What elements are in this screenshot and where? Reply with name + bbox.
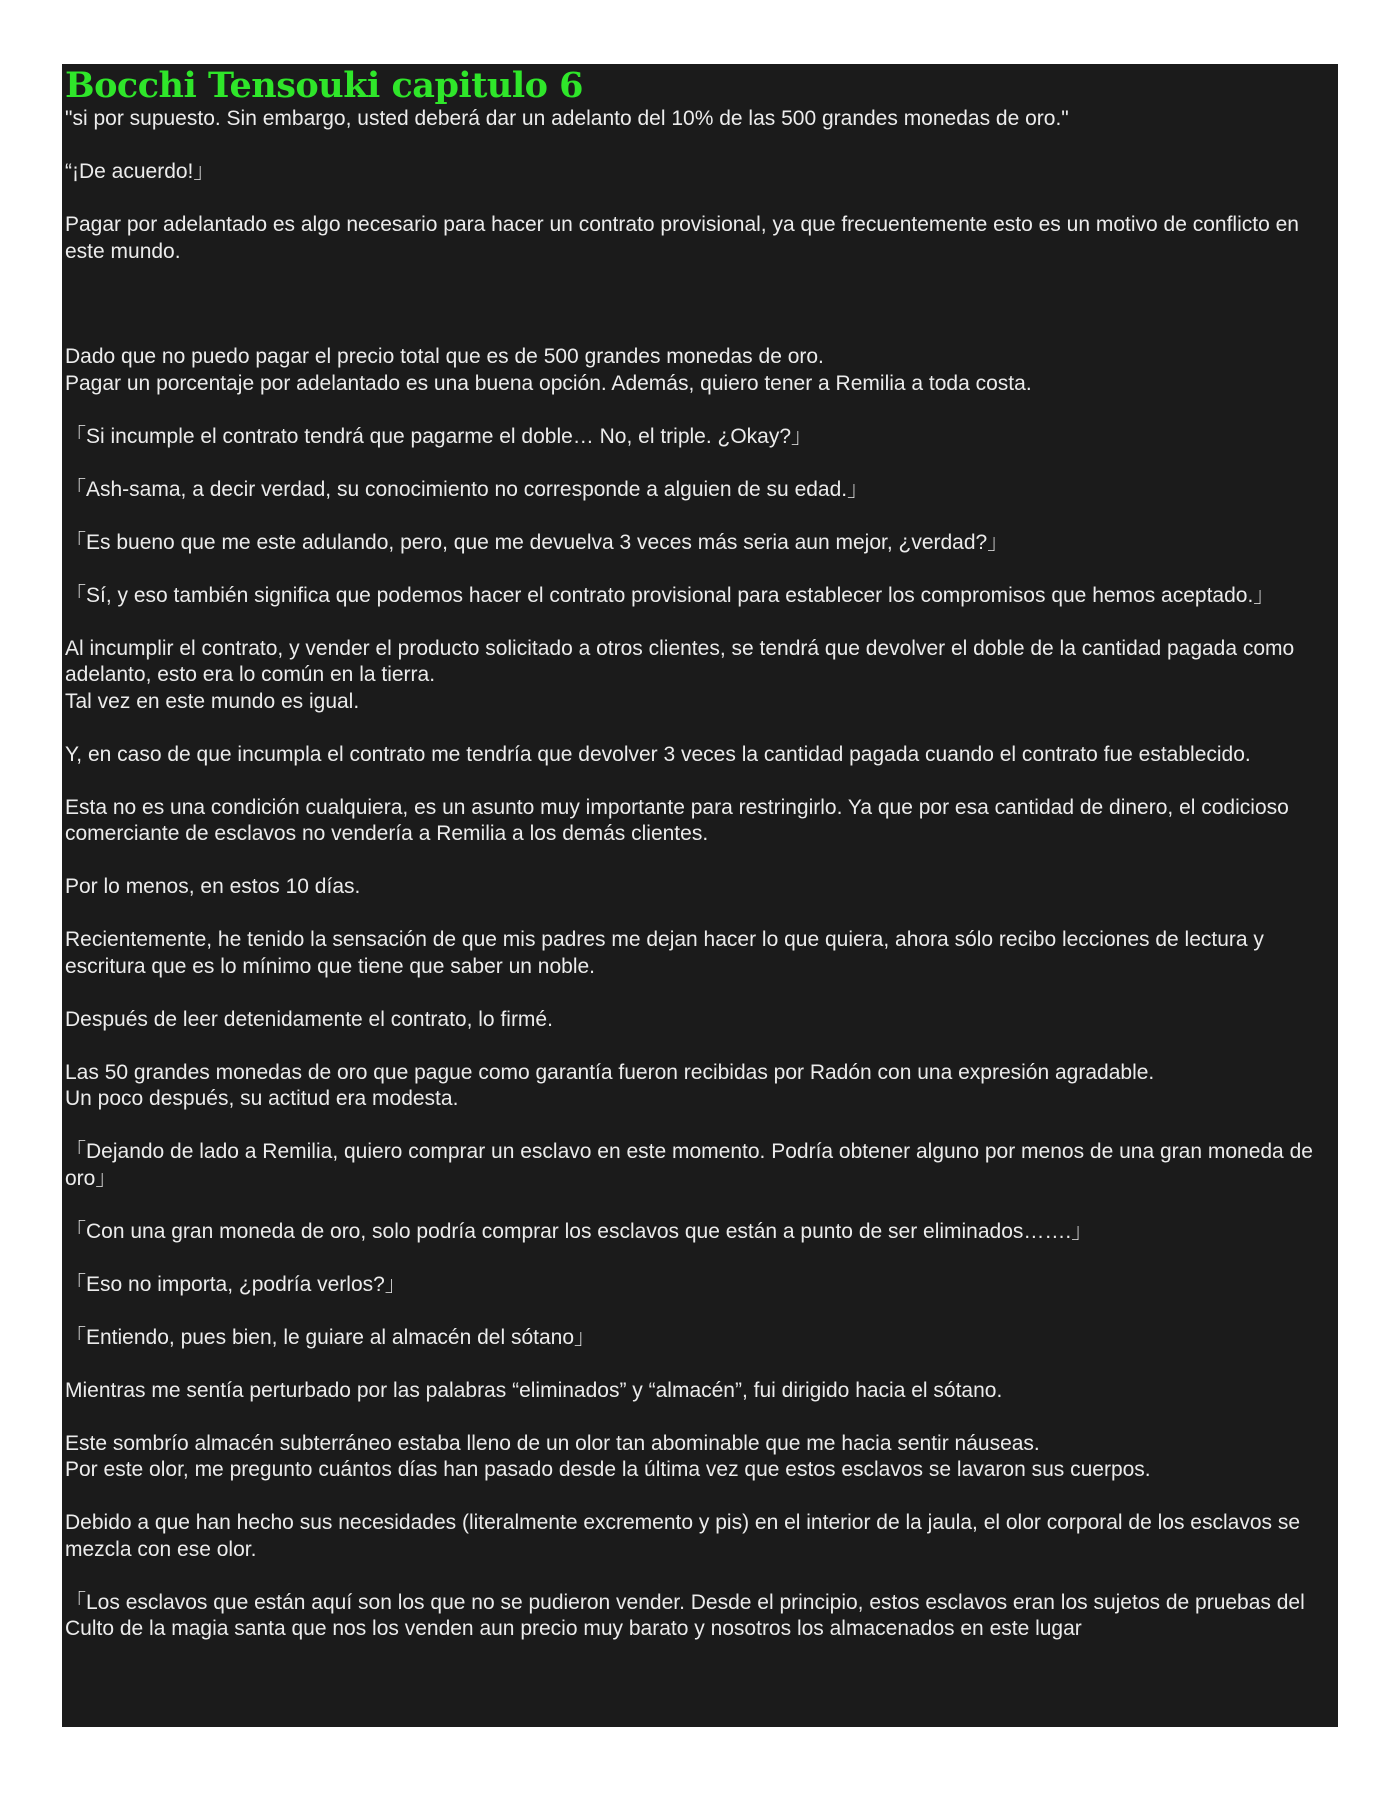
dialogue-line: 「Ash-sama, a decir verdad, su conocimiento no corresponde a alguien de su edad.」 bbox=[65, 477, 869, 501]
dialogue-line: 「Sí, y eso también significa que podemos hacer el contrato provisional para establecer los compromisos que hemos aceptado.」 bbox=[65, 583, 1275, 607]
paragraph: Este sombrío almacén subterráneo estaba lleno de un olor tan abominable que me hacia sentir náuseas. Por este olor, me pregunto cuántos días han pasado desde la última vez que estos esclavos se lavaron sus cuerpos. bbox=[65, 1431, 1151, 1481]
dialogue-line: 「Si incumple el contrato tendrá que pagarme el doble… No, el triple. ¿Okay?」 bbox=[65, 424, 813, 448]
dialogue-line: 「Es bueno que me este adulando, pero, que me devuelva 3 veces más seria aun mejor, ¿verdad?」 bbox=[65, 530, 1009, 554]
paragraph: Por lo menos, en estos 10 días. bbox=[65, 875, 361, 898]
paragraph: Al incumplir el contrato, y vender el producto solicitado a otros clientes, se tendrá que devolver el doble de la cantidad pagada como adelanto, esto era lo común en la tierra. Tal vez en este mundo es igual. bbox=[65, 636, 1295, 713]
paragraph: Después de leer detenidamente el contrato, lo firmé. bbox=[65, 1007, 553, 1031]
paragraph: “¡De acuerdo!」 bbox=[65, 160, 215, 183]
paragraph: Las 50 grandes monedas de oro que pague como garantía fueron recibidas por Radón con una expresión agradable. Un poco después, su actitud era modesta. bbox=[65, 1060, 1155, 1110]
paragraph: Recientemente, he tenido la sensación de que mis padres me dejan hacer lo que quiera, ahora sólo recibo lecciones de lectura y escritura que es lo mínimo que tiene que saber un noble. bbox=[65, 928, 1270, 978]
paragraph: Dado que no puedo pagar el precio total que es de 500 grandes monedas de oro. Pagar un porcentaje por adelantado es una buena opción. Además, quiero tener a Remilia a toda costa. bbox=[65, 345, 1032, 395]
paragraph: Mientras me sentía perturbado por las palabras “eliminados” y “almacén”, fui dirigido hacia el sótano. bbox=[65, 1378, 1003, 1402]
dialogue-line: 「Dejando de lado a Remilia, quiero comprar un esclavo en este momento. Podría obtener alguno por menos de una gran moneda de oro」 bbox=[65, 1140, 1319, 1190]
document-page bbox=[62, 64, 1338, 1727]
dialogue-line: 「Eso no importa, ¿podría verlos?」 bbox=[65, 1272, 406, 1296]
paragraph: Debido a que han hecho sus necesidades (literalmente excremento y pis) en el interior de la jaula, el olor corporal de los esclavos se mezcla con ese olor. bbox=[65, 1511, 1306, 1561]
chapter-title: Bocchi Tensouki capitulo 6 bbox=[65, 65, 583, 106]
paragraph: Y, en caso de que incumpla el contrato me tendría que devolver 3 veces la cantidad pagada cuando el contrato fue establecido. bbox=[65, 742, 1251, 766]
dialogue-line: 「Los esclavos que están aquí son los que no se pudieron vender. Desde el principio, estos esclavos eran los sujetos de pruebas del Culto de la magia santa que nos los venden aun precio muy barato y nosotros los almacenados en este lugar bbox=[65, 1590, 1311, 1640]
paragraph: Pagar por adelantado es algo necesario para hacer un contrato provisional, ya que frecuentemente esto es un motivo de conflicto en este mundo. bbox=[65, 213, 1305, 263]
dialogue-line: 「Entiendo, pues bien, le guiare al almacén del sótano」 bbox=[65, 1325, 596, 1349]
document-content bbox=[65, 66, 1331, 1669]
paragraph: Esta no es una condición cualquiera, es un asunto muy importante para restringirlo. Ya que por esa cantidad de dinero, el codicioso comerciante de esclavos no vendería a Remilia a los demás clientes. bbox=[65, 795, 1295, 845]
dialogue-line: 「Con una gran moneda de oro, solo podría comprar los esclavos que están a punto de ser eliminados…….」 bbox=[65, 1219, 1093, 1243]
paragraph: "si por supuesto. Sin embargo, usted deberá dar un adelanto del 10% de las 500 grandes monedas de oro." bbox=[65, 107, 1069, 130]
